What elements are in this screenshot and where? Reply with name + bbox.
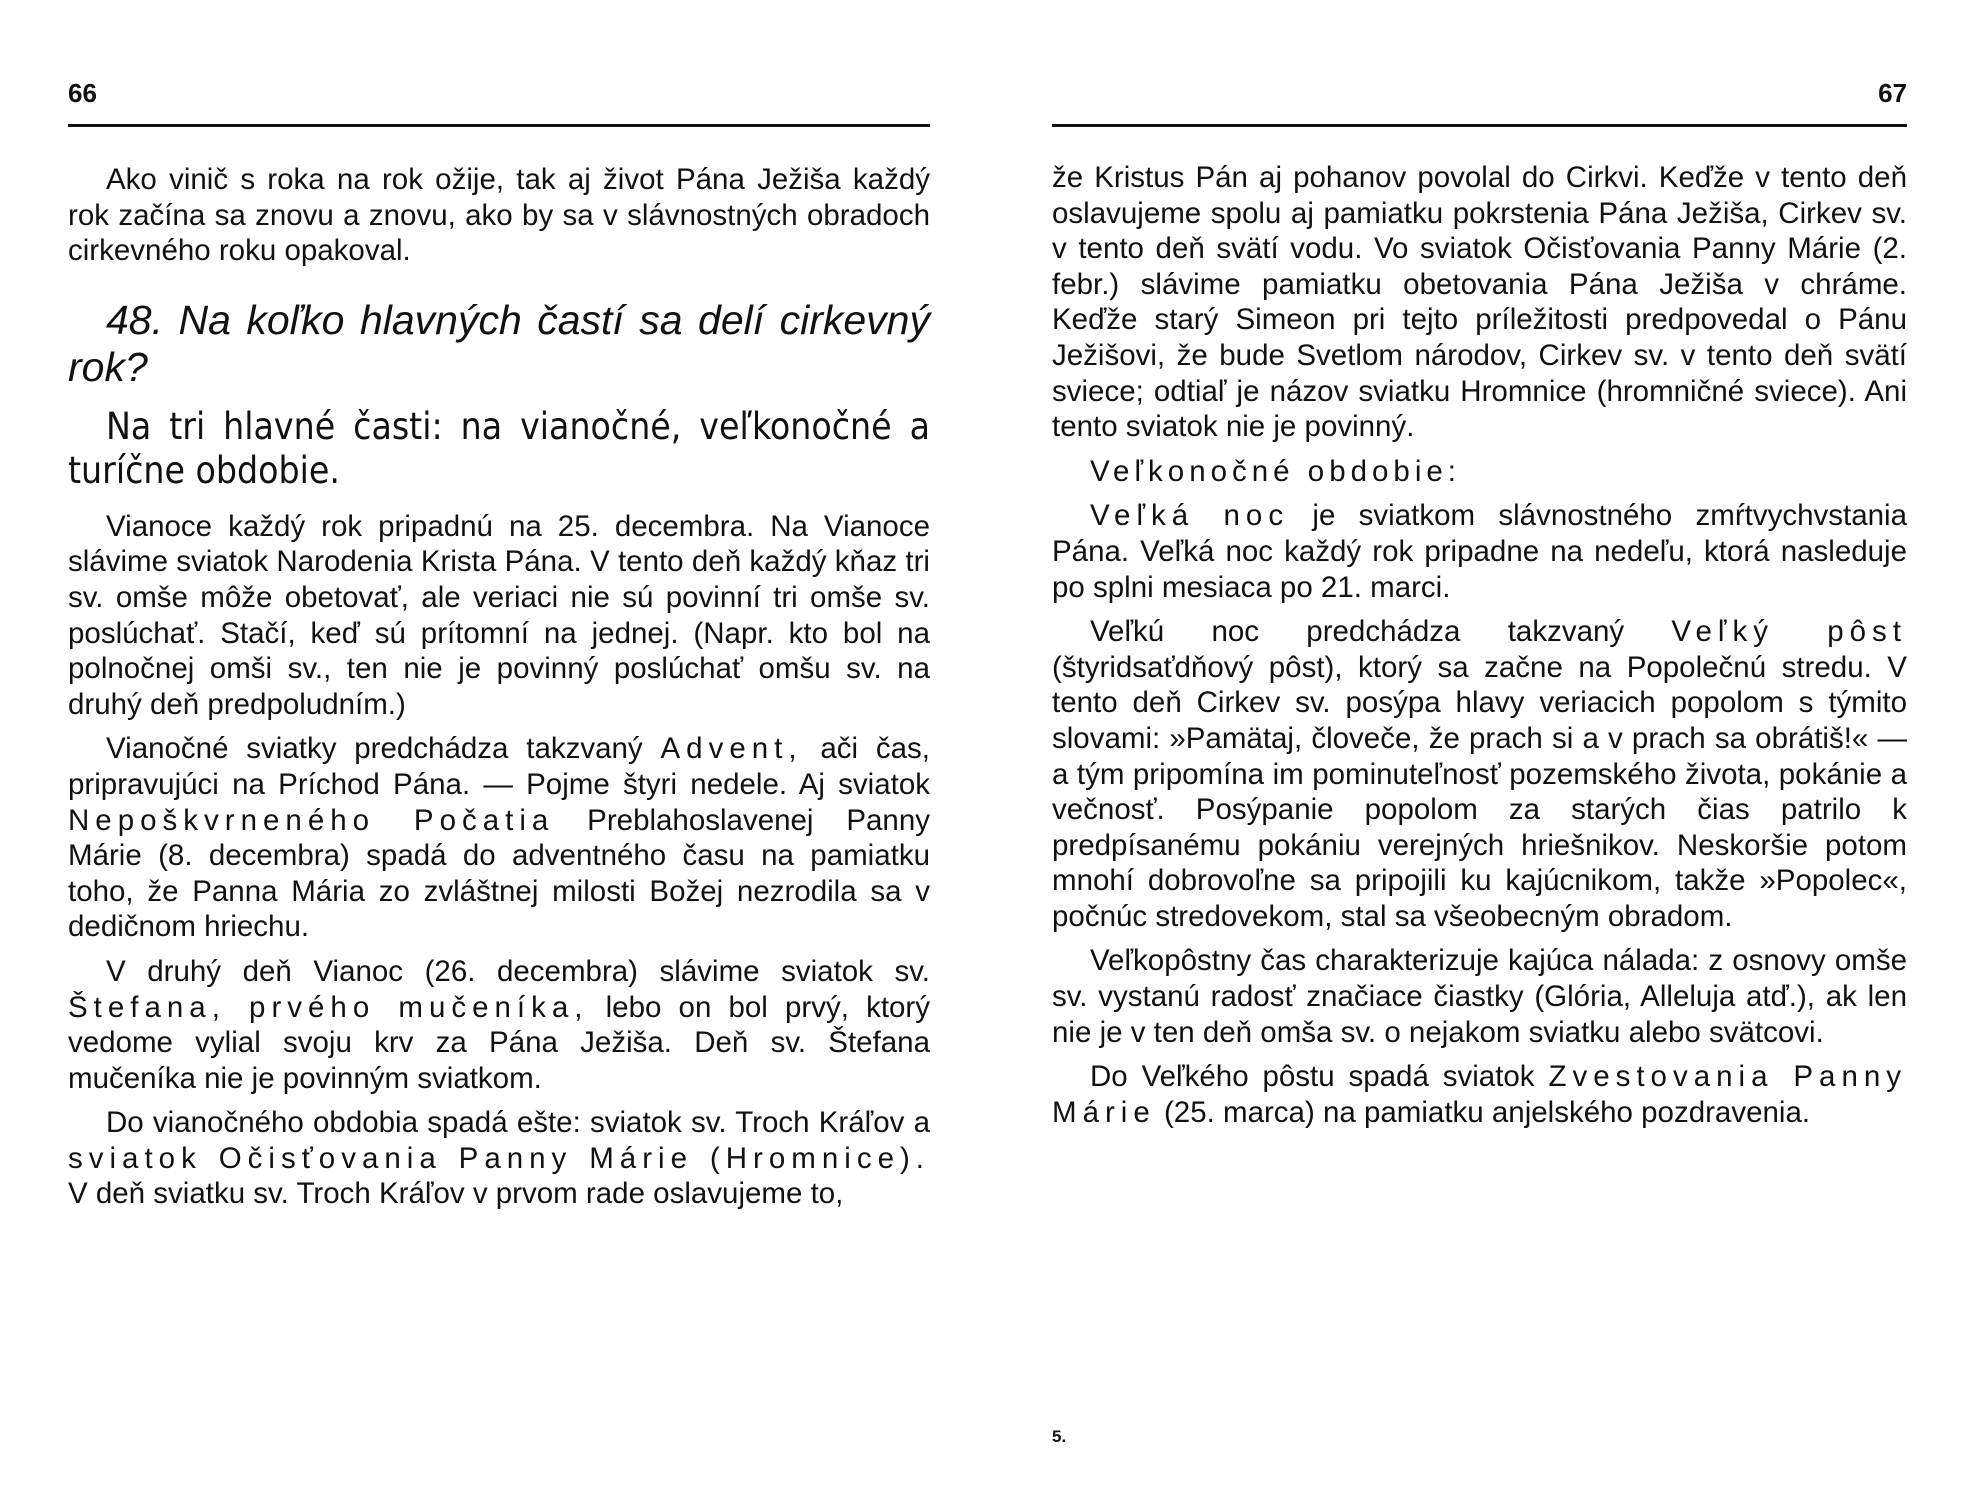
- header-rule: [1052, 124, 1907, 127]
- paragraph: Do vianočného obdobia spadá ešte: sviatok sv. Troch Kráľov a sviatok Očisťovania Panny Márie (Hromnice). V deň sviatku sv. Troch Kráľov v prvom rade oslavujeme to,: [68, 1106, 930, 1211]
- header-rule: [68, 124, 930, 127]
- paragraph: že Kristus Pán aj pohanov povolal do Cirkvi. Keďže v tento deň oslavujeme spolu aj pamiatku pokrstenia Pána Ježiša, Cirkev sv. v tento deň svätí vodu. Vo sviatok Očisťovania Panny Márie (2. febr.) slávime pamiatku obetovania Pána Ježiša v chráme. Keďže starý Simeon pri tejto príležitosti predpovedal o Pánu Ježišovi, že bude Svetlom národov, Cirkev sv. v tento deň svätí sviece; odtiaľ je názov sviatku Hromnice (hromničné sviece). Ani tento sviatok nie je povinný.: [1052, 161, 1907, 444]
- page-body: [68, 162, 930, 1221]
- paragraph: Veľkopôstny čas charakterizuje kajúca nálada: z osnovy omše sv. vystanú radosť značiace čiastky (Glória, Alleluja atď.), ak len nie je v ten deň omša sv. o nejakom sviatku alebo svätcovi.: [1052, 944, 1907, 1049]
- section-heading: Veľkonočné obdobie:: [1090, 454, 1461, 488]
- paragraph: Vianočné sviatky predchádza takzvaný Advent, ači čas, pripravujúci na Príchod Pána. — Pojme štyri nedele. Aj sviatok Nepoškvrneného Počatia Preblahoslavenej Panny Márie (8. decembra) spadá do adventného času na pamiatku toho, že Panna Mária zo zvláštnej milosti Božej nezrodila sa v dedičnom hriechu.: [68, 732, 931, 944]
- page-body: [1052, 160, 1907, 1139]
- paragraph: Veľká noc je sviatkom slávnostného zmŕtvychvstania Pána. Veľká noc každý rok pripadne na nedeľu, ktorá nasleduje po splni mesiaca po 21. marci.: [1052, 499, 1907, 604]
- paragraph: V druhý deň Vianoc (26. decembra) slávime sviatok sv. Štefana, prvého mučeníka, lebo on bol prvý, ktorý vedome vylial svoju krv za Pána Ježiša. Deň sv. Štefana mučeníka nie je povinným sviatkom.: [68, 954, 931, 1095]
- spaced-term: Nepoškvrneného Počatia: [68, 803, 555, 837]
- paragraph: Do Veľkého pôstu spadá sviatok Zvestovania Panny Márie (25. marca) na pamiatku anjelského pozdravenia.: [1052, 1060, 1908, 1129]
- paragraph: Vianoce každý rok pripadnú na 25. decembra. Na Vianoce slávime sviatok Narodenia Krista Pána. V tento deň každý kňaz tri sv. omše môže obetovať, ale veriaci nie sú povinní tri omše sv. poslúchať. Stačí, keď sú prítomní na jednej. (Napr. kto bol na polnočnej omši sv., ten nie je povinný poslúchať omšu sv. na druhý deň predpoludním.): [68, 509, 930, 721]
- paragraph: Veľkú noc predchádza takzvaný Veľký pôst (štyridsaťdňový pôst), ktorý sa začne na Popolečnú stredu. V tento deň Cirkev sv. posýpa hlavy veriacich popolom s týmito slovami: »Pamätaj, človeče, že prach si a v prach sa obrátiš!« — a tým pripomína im pominuteľnosť pozemského života, pokánie a večnosť. Posýpanie popolom za starých čias patrilo k predpísanému pokániu verejných hriešnikov. Neskoršie potom mnohí dobrovoľne sa pripojili ku kajúcnikom, takže »Popolec«, počnúc stredovekom, stal sa všeobecným obradom.: [1052, 615, 1907, 933]
- right-page: [1052, 0, 1907, 1500]
- spaced-term: Veľký pôst: [1671, 615, 1907, 649]
- paragraph: Ako vinič s roka na rok ožije, tak aj život Pána Ježiša každý rok začína sa znovu a znovu, ako by sa v slávnostných obradoch cirkevného roku opakoval.: [68, 163, 930, 268]
- spaced-term: Zvestovania Panny Márie: [1052, 1060, 1908, 1129]
- spaced-term: sviatok Očisťovania Panny Márie (Hromnice).: [68, 1141, 930, 1175]
- page-number: 67: [1878, 78, 1907, 108]
- spaced-term: Štefana, prvého mučeníka,: [68, 990, 589, 1024]
- page-number: 66: [68, 78, 97, 108]
- answer-text: Na tri hlavné časti: na vianočné, veľkonočné a turíčne obdobie.: [68, 404, 930, 492]
- question-heading: 48. Na koľko hlavných častí sa delí cirkevný rok?: [68, 296, 930, 390]
- signature-mark: 5.: [1052, 1427, 1067, 1446]
- spaced-term: Veľká noc: [1090, 499, 1290, 533]
- left-page: [68, 0, 930, 1500]
- spaced-term: Advent,: [660, 732, 803, 766]
